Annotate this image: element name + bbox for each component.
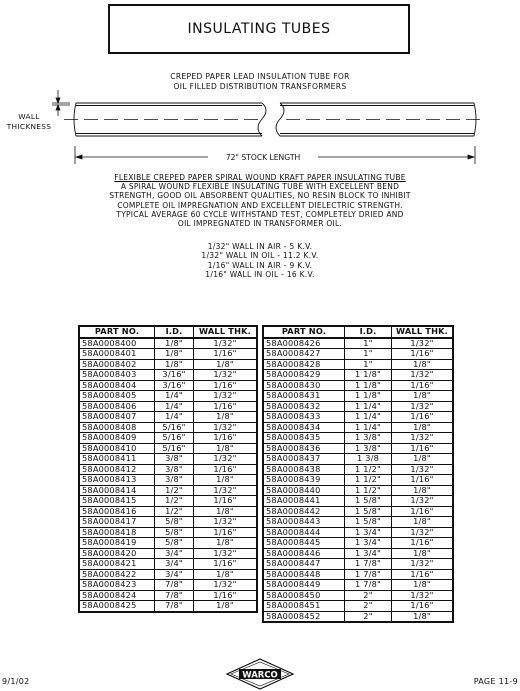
table-row xyxy=(79,569,257,580)
header-id: I.D. xyxy=(345,326,392,338)
inside-diameter-cell: 1 1/4" xyxy=(345,422,392,433)
inside-diameter-cell: 1 3/8 xyxy=(345,454,392,465)
inside-diameter-cell: 1 7/8" xyxy=(345,580,392,591)
table-row xyxy=(263,454,453,465)
table-row xyxy=(263,569,453,580)
inside-diameter-cell: 3/16" xyxy=(155,380,194,391)
wall-thickness-cell: 1/32" xyxy=(194,338,258,349)
part-number-cell: 58A0008418 xyxy=(79,527,155,538)
table-row xyxy=(263,422,453,433)
inside-diameter-cell: 5/8" xyxy=(155,527,194,538)
tube-diagram xyxy=(0,88,520,168)
inside-diameter-cell: 1" xyxy=(345,338,392,349)
wall-label-line1: WALL xyxy=(18,112,40,121)
inside-diameter-cell: 1 1/4" xyxy=(345,401,392,412)
wall-thickness-cell: 1/8" xyxy=(392,548,454,559)
part-number-cell: 58A0008443 xyxy=(263,517,345,528)
inside-diameter-cell: 5/16" xyxy=(155,443,194,454)
part-number-cell: 58A0008405 xyxy=(79,391,155,402)
wall-thickness-cell: 1/16" xyxy=(194,433,258,444)
inside-diameter-cell: 1/2" xyxy=(155,485,194,496)
part-number-cell: 58A0008439 xyxy=(263,475,345,486)
part-number-cell: 58A0008401 xyxy=(79,349,155,360)
table-row xyxy=(79,506,257,517)
wall-thickness-cell: 1/32" xyxy=(392,464,454,475)
table-row xyxy=(79,349,257,360)
wall-thickness-cell: 1/16" xyxy=(392,475,454,486)
part-number-cell: 58A0008406 xyxy=(79,401,155,412)
table-row xyxy=(263,338,453,349)
table-row xyxy=(263,538,453,549)
inside-diameter-cell: 7/8" xyxy=(155,601,194,612)
part-number-cell: 58A0008402 xyxy=(79,359,155,370)
table-row xyxy=(263,370,453,381)
wall-thickness-cell: 1/16" xyxy=(194,380,258,391)
wall-thickness-cell: 1/32" xyxy=(392,401,454,412)
part-number-cell: 58A0008410 xyxy=(79,443,155,454)
table-row xyxy=(79,412,257,423)
inside-diameter-cell: 1 5/8" xyxy=(345,496,392,507)
wall-thickness-cell: 1/32" xyxy=(392,559,454,570)
table-row xyxy=(79,580,257,591)
inside-diameter-cell: 1/8" xyxy=(155,359,194,370)
table-row xyxy=(263,349,453,360)
description-block xyxy=(0,173,520,228)
part-number-cell: 58A0008431 xyxy=(263,391,345,402)
inside-diameter-cell: 3/8" xyxy=(155,464,194,475)
wall-thickness-cell: 1/8" xyxy=(392,391,454,402)
table-row xyxy=(263,401,453,412)
table-row xyxy=(79,443,257,454)
part-number-cell: 58A0008441 xyxy=(263,496,345,507)
part-number-cell: 58A0008416 xyxy=(79,506,155,517)
wall-thickness-cell: 1/16" xyxy=(194,496,258,507)
wall-label-line2: THICKNESS xyxy=(6,122,52,131)
table-row xyxy=(79,559,257,570)
inside-diameter-cell: 3/16" xyxy=(155,370,194,381)
withstand-specs xyxy=(0,242,520,280)
wall-thickness-cell: 1/8" xyxy=(194,538,258,549)
spec-line: 1/16" WALL IN OIL - 16 K.V. xyxy=(205,270,315,280)
part-number-cell: 58A0008413 xyxy=(79,475,155,486)
title-box xyxy=(108,4,410,54)
wall-thickness-cell: 1/32" xyxy=(392,433,454,444)
part-number-cell: 58A0008452 xyxy=(263,611,345,622)
table-row xyxy=(79,601,257,612)
wall-thickness-cell: 1/32" xyxy=(194,517,258,528)
part-number-cell: 58A0008412 xyxy=(79,464,155,475)
part-number-cell: 58A0008409 xyxy=(79,433,155,444)
table-row xyxy=(79,401,257,412)
inside-diameter-cell: 5/8" xyxy=(155,517,194,528)
inside-diameter-cell: 1/2" xyxy=(155,496,194,507)
description-line: COMPLETE OIL IMPREGNATION AND EXCELLENT DIELECTRIC STRENGTH. xyxy=(117,200,403,210)
part-number-cell: 58A0008432 xyxy=(263,401,345,412)
inside-diameter-cell: 1/2" xyxy=(155,506,194,517)
header-id: I.D. xyxy=(155,326,194,338)
inside-diameter-cell: 3/4" xyxy=(155,548,194,559)
inside-diameter-cell: 1 1/2" xyxy=(345,485,392,496)
part-number-cell: 58A0008419 xyxy=(79,538,155,549)
part-number-cell: 58A0008437 xyxy=(263,454,345,465)
wall-thickness-cell: 1/16" xyxy=(392,569,454,580)
diagram-caption-line1: CREPED PAPER LEAD INSULATION TUBE FOR xyxy=(170,72,350,81)
wall-thickness-cell: 1/16" xyxy=(392,349,454,360)
wall-thickness-cell: 1/8" xyxy=(194,506,258,517)
header-wall-thk: WALL THK. xyxy=(194,326,258,338)
table-row xyxy=(79,527,257,538)
wall-thickness-cell: 1/8" xyxy=(194,475,258,486)
part-number-cell: 58A0008450 xyxy=(263,590,345,601)
part-number-cell: 58A0008436 xyxy=(263,443,345,454)
description-line: STRENGTH, GOOD OIL ABSORBENT QUALITIES, NO RESIN BLOCK TO INHIBIT xyxy=(109,191,411,201)
inside-diameter-cell: 5/16" xyxy=(155,433,194,444)
wall-thickness-cell: 1/8" xyxy=(392,422,454,433)
inside-diameter-cell: 1/8" xyxy=(155,338,194,349)
header-part-no: PART NO. xyxy=(263,326,345,338)
part-number-cell: 58A0008421 xyxy=(79,559,155,570)
inside-diameter-cell: 1/4" xyxy=(155,401,194,412)
diagram-caption-line2: OIL FILLED DISTRIBUTION TRANSFORMERS xyxy=(173,82,347,91)
inside-diameter-cell: 2" xyxy=(345,590,392,601)
wall-thickness-cell: 1/32" xyxy=(194,580,258,591)
footer-page-number: PAGE 11-9 xyxy=(473,677,518,686)
part-number-cell: 58A0008422 xyxy=(79,569,155,580)
stock-length-label: 72" STOCK LENGTH xyxy=(225,153,301,162)
wall-thickness-cell: 1/16" xyxy=(392,412,454,423)
wall-thickness-cell: 1/8" xyxy=(194,443,258,454)
wall-thickness-cell: 1/32" xyxy=(392,496,454,507)
part-number-cell: 58A0008435 xyxy=(263,433,345,444)
part-number-cell: 58A0008408 xyxy=(79,422,155,433)
table-row xyxy=(79,496,257,507)
inside-diameter-cell: 2" xyxy=(345,611,392,622)
wall-thickness-cell: 1/16" xyxy=(194,349,258,360)
table-row xyxy=(263,464,453,475)
table-row xyxy=(263,475,453,486)
inside-diameter-cell: 1/4" xyxy=(155,412,194,423)
inside-diameter-cell: 1 3/4" xyxy=(345,527,392,538)
wall-thickness-cell: 1/32" xyxy=(392,338,454,349)
parts-table-left xyxy=(78,325,258,613)
description-line: OIL IMPREGNATED IN TRANSFORMER OIL. xyxy=(177,219,343,229)
inside-diameter-cell: 1/8" xyxy=(155,349,194,360)
wall-thickness-cell: 1/32" xyxy=(194,485,258,496)
inside-diameter-cell: 3/4" xyxy=(155,569,194,580)
table-row xyxy=(79,359,257,370)
table-row xyxy=(263,611,453,622)
part-number-cell: 58A0008429 xyxy=(263,370,345,381)
description-line: TYPICAL AVERAGE 60 CYCLE WITHSTAND TEST, COMPLETELY DRIED AND xyxy=(116,209,404,219)
table-row xyxy=(263,443,453,454)
table-row xyxy=(263,380,453,391)
inside-diameter-cell: 7/8" xyxy=(155,590,194,601)
wall-thickness-cell: 1/16" xyxy=(194,559,258,570)
inside-diameter-cell: 1 1/8" xyxy=(345,380,392,391)
wall-thickness-cell: 1/32" xyxy=(194,391,258,402)
part-number-cell: 58A0008417 xyxy=(79,517,155,528)
table-row xyxy=(263,485,453,496)
inside-diameter-cell: 1 1/2" xyxy=(345,464,392,475)
inside-diameter-cell: 1 1/4" xyxy=(345,412,392,423)
inside-diameter-cell: 1 3/4" xyxy=(345,538,392,549)
wall-thickness-cell: 1/8" xyxy=(392,359,454,370)
part-number-cell: 58A0008433 xyxy=(263,412,345,423)
inside-diameter-cell: 3/8" xyxy=(155,475,194,486)
wall-thickness-cell: 1/8" xyxy=(194,359,258,370)
wall-thickness-cell: 1/16" xyxy=(194,590,258,601)
table-row xyxy=(263,496,453,507)
inside-diameter-cell: 1" xyxy=(345,349,392,360)
inside-diameter-cell: 2" xyxy=(345,601,392,612)
header-wall-thk: WALL THK. xyxy=(392,326,454,338)
table-row xyxy=(263,359,453,370)
table-row xyxy=(79,517,257,528)
wall-thickness-cell: 1/32" xyxy=(392,370,454,381)
table-header-row xyxy=(263,326,453,338)
table-row xyxy=(79,454,257,465)
inside-diameter-cell: 5/8" xyxy=(155,538,194,549)
wall-thickness-cell: 1/16" xyxy=(392,506,454,517)
table-row xyxy=(79,548,257,559)
table-row xyxy=(79,590,257,601)
inside-diameter-cell: 1 1/8" xyxy=(345,370,392,381)
inside-diameter-cell: 1 3/8" xyxy=(345,443,392,454)
part-number-cell: 58A0008403 xyxy=(79,370,155,381)
part-number-cell: 58A0008449 xyxy=(263,580,345,591)
wall-thickness-cell: 1/32" xyxy=(392,527,454,538)
wall-thickness-cell: 1/32" xyxy=(194,370,258,381)
part-number-cell: 58A0008407 xyxy=(79,412,155,423)
part-number-cell: 58A0008451 xyxy=(263,601,345,612)
table-row xyxy=(263,391,453,402)
wall-thickness-dimension xyxy=(52,90,70,116)
part-number-cell: 58A0008426 xyxy=(263,338,345,349)
wall-thickness-cell: 1/8" xyxy=(194,601,258,612)
part-number-cell: 58A0008428 xyxy=(263,359,345,370)
table-row xyxy=(79,391,257,402)
spec-line: 1/32" WALL IN AIR - 5 K.V. xyxy=(207,242,313,251)
table-row xyxy=(263,412,453,423)
inside-diameter-cell: 1 1/2" xyxy=(345,475,392,486)
wall-thickness-cell: 1/16" xyxy=(194,464,258,475)
wall-thickness-cell: 1/16" xyxy=(392,601,454,612)
wall-thickness-cell: 1/8" xyxy=(194,412,258,423)
wall-thickness-cell: 1/8" xyxy=(392,580,454,591)
part-number-cell: 58A0008448 xyxy=(263,569,345,580)
part-number-cell: 58A0008415 xyxy=(79,496,155,507)
inside-diameter-cell: 1 5/8" xyxy=(345,517,392,528)
table-row xyxy=(79,338,257,349)
part-number-cell: 58A0008446 xyxy=(263,548,345,559)
part-number-cell: 58A0008440 xyxy=(263,485,345,496)
part-number-cell: 58A0008411 xyxy=(79,454,155,465)
wall-thickness-cell: 1/8" xyxy=(194,569,258,580)
inside-diameter-cell: 1 3/4" xyxy=(345,548,392,559)
wall-thickness-cell: 1/32" xyxy=(392,590,454,601)
inside-diameter-cell: 3/8" xyxy=(155,454,194,465)
part-number-cell: 58A0008442 xyxy=(263,506,345,517)
table-row xyxy=(263,601,453,612)
table-row xyxy=(79,370,257,381)
table-row xyxy=(263,548,453,559)
part-number-cell: 58A0008420 xyxy=(79,548,155,559)
wall-thickness-cell: 1/8" xyxy=(392,517,454,528)
table-row xyxy=(79,433,257,444)
part-number-cell: 58A0008423 xyxy=(79,580,155,591)
table-row xyxy=(79,380,257,391)
part-number-cell: 58A0008427 xyxy=(263,349,345,360)
wall-thickness-cell: 1/8" xyxy=(392,611,454,622)
description-line: A SPIRAL WOUND FLEXIBLE INSULATING TUBE WITH EXCELLENT BEND xyxy=(120,182,400,192)
wall-thickness-cell: 1/32" xyxy=(194,454,258,465)
inside-diameter-cell: 5/16" xyxy=(155,422,194,433)
inside-diameter-cell: 7/8" xyxy=(155,580,194,591)
footer-date: 9/1/02 xyxy=(2,677,30,686)
spec-line: 1/16" WALL IN AIR - 9 K.V. xyxy=(207,260,313,270)
table-row xyxy=(79,485,257,496)
wall-thickness-cell: 1/16" xyxy=(194,401,258,412)
inside-diameter-cell: 3/4" xyxy=(155,559,194,570)
table-row xyxy=(263,506,453,517)
part-number-cell: 58A0008425 xyxy=(79,601,155,612)
table-row xyxy=(79,538,257,549)
table-row xyxy=(79,464,257,475)
table-row xyxy=(79,475,257,486)
part-number-cell: 58A0008430 xyxy=(263,380,345,391)
inside-diameter-cell: 1/4" xyxy=(155,391,194,402)
part-number-cell: 58A0008447 xyxy=(263,559,345,570)
inside-diameter-cell: 1 7/8" xyxy=(345,559,392,570)
wall-thickness-cell: 1/16" xyxy=(392,538,454,549)
part-number-cell: 58A0008445 xyxy=(263,538,345,549)
wall-thickness-cell: 1/32" xyxy=(194,422,258,433)
inside-diameter-cell: 1 3/8" xyxy=(345,433,392,444)
part-number-cell: 58A0008438 xyxy=(263,464,345,475)
header-part-no: PART NO. xyxy=(79,326,155,338)
wall-thickness-cell: 1/16" xyxy=(392,380,454,391)
part-number-cell: 58A0008400 xyxy=(79,338,155,349)
wall-thickness-cell: 1/16" xyxy=(392,443,454,454)
wall-thickness-cell: 1/8" xyxy=(392,454,454,465)
table-row xyxy=(263,559,453,570)
wall-thickness-cell: 1/32" xyxy=(194,548,258,559)
table-row xyxy=(263,580,453,591)
table-row xyxy=(79,422,257,433)
part-number-cell: 58A0008444 xyxy=(263,527,345,538)
inside-diameter-cell: 1 5/8" xyxy=(345,506,392,517)
wall-thickness-cell: 1/16" xyxy=(194,527,258,538)
part-number-cell: 58A0008414 xyxy=(79,485,155,496)
spec-line: 1/32" WALL IN OIL - 11.2 K.V. xyxy=(201,251,319,261)
table-row xyxy=(263,433,453,444)
table-row xyxy=(263,527,453,538)
warco-logo xyxy=(225,658,295,690)
inside-diameter-cell: 1" xyxy=(345,359,392,370)
part-number-cell: 58A0008434 xyxy=(263,422,345,433)
table-row xyxy=(263,517,453,528)
table-row xyxy=(263,590,453,601)
description-heading: FLEXIBLE CREPED PAPER SPIRAL WOUND KRAFT PAPER INSULATING TUBE xyxy=(114,173,406,182)
inside-diameter-cell: 1 1/8" xyxy=(345,391,392,402)
inside-diameter-cell: 1 7/8" xyxy=(345,569,392,580)
part-number-cell: 58A0008424 xyxy=(79,590,155,601)
logo-text: WARCO xyxy=(242,670,278,681)
page-title: INSULATING TUBES xyxy=(187,21,331,37)
table-header-row xyxy=(79,326,257,338)
parts-table-right xyxy=(262,325,454,623)
wall-thickness-cell: 1/8" xyxy=(392,485,454,496)
part-number-cell: 58A0008404 xyxy=(79,380,155,391)
